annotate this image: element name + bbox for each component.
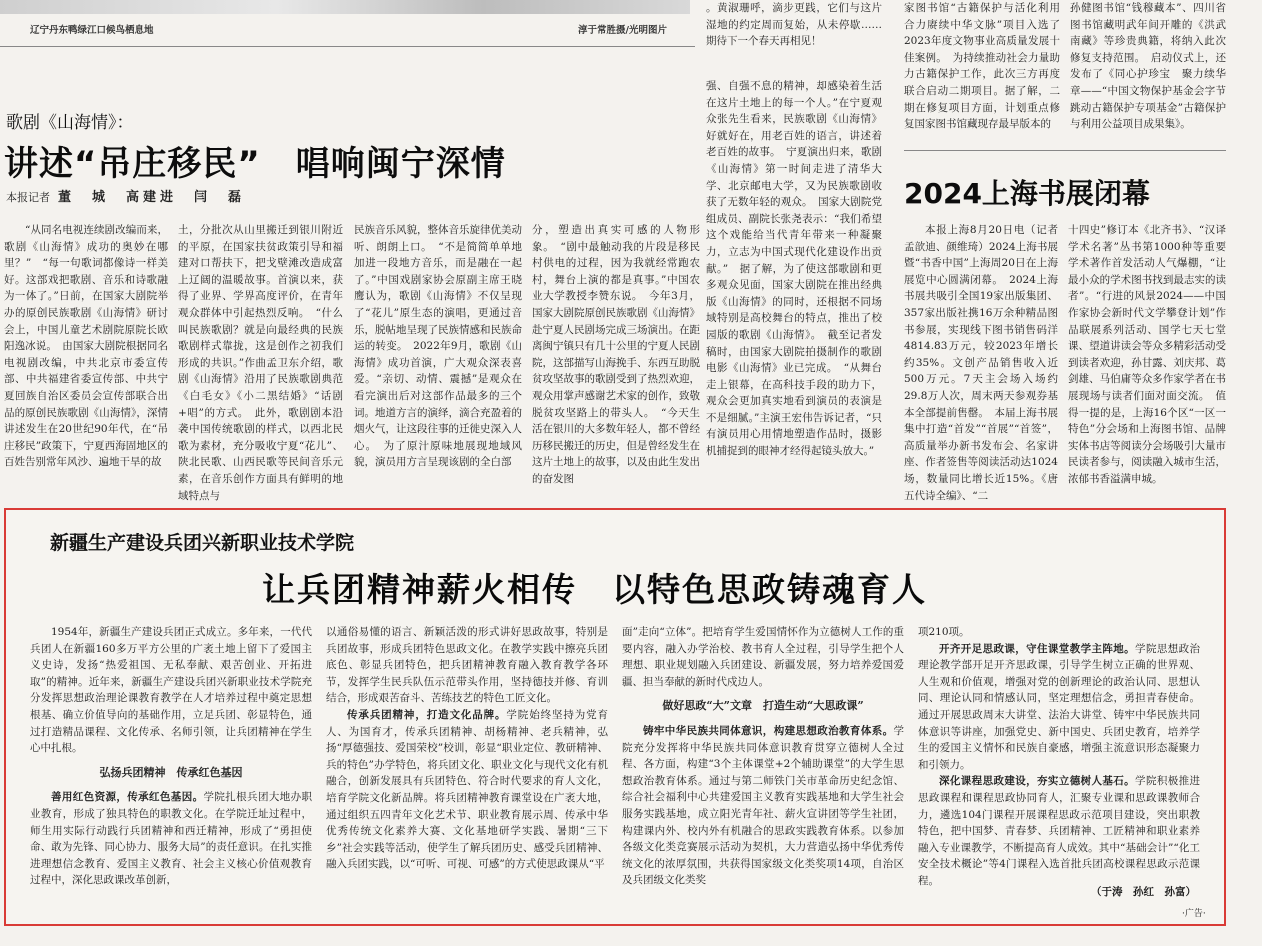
ad-col-3: 面”走向“立体”。把培育学生爱国情怀作为立德树人工作的重要内容，融入办学治校、教书育人全过程，引导学生把个人理想、职业规划融入兵团建设、新疆发展，努力培养爱国爱疆、担当奉献的新时代戍边人。 做好思政“大”文章 打造生动“大思政课” 铸牢中华民族共同体意识，构建思想政治教育体系。学院充分发挥将中华民族共同体意识教育贯穿立德树人全过程、各方面，构建“3个主体课堂+2个辅助课堂”的大学生思想政治教育体系。通过与第二师铁门关市革命历史纪念馆、综合社会福利中心共建爱国主义教育实践基地和大学生社会服务实践基地，成立阳光青年社、薪火宣讲团等学生社团，构建课内外、校内外有机融合的思政实践教育体系。以参加各级文化类竞赛展示活动为契机，大力营造弘扬中华优秀传统文化的浓厚氛围，共获得国家级文化类奖项14项，自治区及兵团级文化类奖 (622, 626, 904, 887)
bookfair-col-2: 十四史”修订本《北齐书》、“汉译学术名著”丛书第1000种等重要学术著作首发活动人气爆棚，“让最小众的学术图书找到最志实的读者”。“行进的风景2024——中国作家协会新时代文学攀登计划”作品联展系列活动、国学七天七堂课、望道讲读会等众多精彩活动受到读者欢迎，孙甘露、刘庆邦、葛剑雄、马伯庸等众多作家学者在书展现场与读者们面对面交流。 值得一提的是，上海16个区“一区一特色”分会场和上海图书馆、品牌实体书店等阅读分会场吸引大量市民读者参与，阅读融入城市生活，浓郁书香溢满申城。 (1068, 224, 1226, 485)
ad-label: ·广告· (1182, 909, 1206, 919)
ad-signature: （于涛 孙红 孙富） (1091, 886, 1196, 898)
photo-caption: 辽宁丹东鸭绿江口候鸟栖息地 (30, 25, 154, 36)
opera-headline: 讲述“吊庄移民” 唱响闽宁深情 (4, 144, 506, 184)
top-photo (0, 0, 690, 14)
divider (0, 46, 695, 47)
ad-col-4: 项210项。 开齐开足思政课，守住课堂教学主阵地。学院思想政治理论教学部开足开齐思政课，引导学生树立正确的世界观、人生观和价值观，增强对党的创新理论的政治认同、思想认同、理论认同和情感认同，坚定理想信念，勇担青春使命。通过开展思政周末大讲堂、法治大讲堂、铸牢中华民族共同体意识等讲座，加强党史、新中国史、兵团史教育，培养学生的爱国主义情怀和民族自豪感，增强主流意识形态凝聚力和引领力。 深化课程思政建设，夯实立德树人基石。学院积极推进思政课程和课程思政协同育人，汇聚专业课和思政课教师合力，遴选104门课程开展课程思政示范项目建设，突出职教特色，把中国梦、青春梦、兵团精神、工匠精神和职业素养融入专业课教学，不断提高育人成效。其中“基础会计”“化工安全技术概论”等4门课程入选首批兵团高校课程思政示范课程。 (918, 626, 1201, 887)
ad-subheading: 做好思政“大”文章 打造生动“大思政课” (662, 699, 864, 713)
opera-col-4: 分，塑造出真实可感的人物形象。 “剧中最触动我的片段是移民村供电的过程，因为我就经常跑农村，舞台上演的都是真事。”中国农业大学教授李赞东说。 今年3月，国家大剧院原创民族歌剧《山海情》赴宁夏人民剧场完成三场演出。在距离闽宁镇只有几十公里的宁夏人民剧院，这部描写山海挽手、东西互助脱贫攻坚故事的歌剧受到了热烈欢迎，观众用掌声感谢艺术家的创作，致敬脱贫攻坚路上的带头人。 “今天生活在银川的大多数年轻人，都不曾经历移民搬迁的历史，但是曾经发生在这片土地上的故事，以及由此生发出的奋发图 (532, 224, 700, 485)
ad-col-1: 1954年，新疆生产建设兵团正式成立。多年来，一代代兵团人在新疆160多万平方公里的广袤土地上留下了爱国主义史诗，发扬“热爱祖国、无私奉献、艰苦创业、开拓进取”的精神。近年来，新疆生产建设兵团兴新职业技术学院充分发挥思想政治理论课教育教学在人才培养过程中奠定思想根基、确立价值导向的基础作用，立足兵团、彰显特色，通过打造精品课程、文化传承、名师引领，让兵团精神在学生心中扎根。 弘扬兵团精神 传承红色基因 善用红色资源，传承红色基因。学院扎根兵团大地办职业教育，形成了独具特色的职教文化。在学院迁址过程中，师生用实际行动践行兵团精神和西迁精神，形成了“勇担使命、敢为先锋、同心协力、服务大局”的责任意识。在扎实推进理想信念教育、爱国主义教育、社会主义核心价值观教育过程中，深化思政课改革创新， (30, 626, 313, 887)
divider (904, 150, 1226, 151)
bookfair-col-1: 本报上海8月20日电（记者孟歆迪、颜维琦）2024上海书展暨“书香中国”上海周20日在上海展览中心圆满闭幕。 2024上海书展共吸引全国19家出版集团、357家出版社携16万余种精品图书参展，实现线下图书销售码洋4814.83万元，较2023年增长约35%。文创产品销售收入近500万元。7天主会场入场约29.8万人次，周末两天参观券基本全部提前售罄。 本届上海书展集中打造“首发”“首展”“首签”，高质量举办新书发布会、名家讲座、作者签售等阅读活动达1024场，数量同比增长近15%。《唐五代诗全编》、“二 (904, 224, 1058, 502)
opera-col-2: 土，分批次从山里搬迁到银川附近的平原，在国家扶贫政策引导和福建对口帮扶下，把戈壁滩改造成富上辽阔的温暖故事。首演以来，获得了业界、学界高度评价，在青年观众群体中引起热烈反响。 “什么叫民族歌剧？就是向最经典的民族歌剧样式靠拢，这是创作之初我们形成的共识。”作曲孟卫东介绍，歌剧《山海情》沿用了民族歌剧典范《白毛女》《小二黑结婚》“话剧+唱”的方式。 此外，歌剧剧本沿袭中国传统歌剧的样式，以西北民歌为素材，充分吸收宁夏“花儿”、陕北民歌、山西民歌等民间音乐元素，在音乐创作方面具有鲜明的地域特点与 (178, 224, 343, 502)
ad-subheading: 弘扬兵团精神 传承红色基因 (99, 765, 243, 779)
rare-books-col-b: 孙健图书馆“钱穆藏本”、四川省图书馆藏明武年间开雕的《洪武南藏》等珍贵典籍，将纳入此次修复支持范围。 启动仪式上，还发布了《同心护珍宝 聚力续华章——“中国文物保护基金会字节跳动古籍保护专项基金”古籍保护与利用公益项目成果集》。 (1070, 2, 1226, 131)
ad-col-2: 以通俗易懂的语言、新颖活泼的形式讲好思政故事，特别是兵团故事，形成兵团特色思政文化。在教学实践中擦亮兵团底色、彰显兵团特色，把兵团精神教育融入教育教学各环节，发挥学生民兵队伍示范带头作用，坚持德技并修、育训结合，形成艰苦奋斗、苦练技艺的特色工匠文化。 传承兵团精神，打造文化品牌。学院始终坚持为党育人、为国育才，传承兵团精神、胡杨精神、老兵精神，弘扬“厚德强技、爱国荣校”校训，彰显“职业定位、教研精神、兵的特色”办学特色，将兵团文化、职业文化与现代文化有机融合，创新发展具有兵团特色、符合时代要求的育人文化，培育学院文化新品牌。将兵团精神教育课堂设在广袤大地，通过组织五四青年文化艺术节、职业教育展示周、传承中华优秀传统文化素养大赛、文化基地研学实践、暑期“三下乡”社会实践等活动，使学生了解兵团历史、感受兵团精神、融入兵团实践，以“可听、可视、可感”的方式使思政课从“平 (326, 626, 609, 871)
fragment-column: 。黄淑珊呼，滴步更践，它们与这片湿地的约定周而复始，从未停歇……期待下一个春天再相见！ (706, 2, 882, 48)
opera-col-5: 强、自强不息的精神，却感染着生活在这片土地上的每一个人。”在宁夏观众张先生看来，民族歌剧《山海情》好就好在，用老百姓的语言，讲述着老百姓的故事。 宁夏演出归来，歌剧《山海情》第一时间走进了清华大学、北京邮电大学，又为民族歌剧收获了无数年轻的观众。 国家大剧院党组成员、副院长张尧表示：“我们希望这个戏能给当代青年带来一种凝聚力，立志为中国式现代化建设作出贡献。” 据了解，为了使这部歌剧和更多观众见面，国家大剧院在推出经典版《山海情》的同时，还根据不同场域特别是高校舞台的特点，推出了校园版的歌剧《山海情》。 截至记者发稿时，由国家大剧院拍摄制作的歌剧电影《山海情》业已完成。 “从舞台走上银幕，在高科技手段的助力下，观众会更加真实地看到演员的表演是不是细腻。”主演王宏伟告诉记者，“只有演员用心用情地塑造作品时，摄影机捕捉到的眼神才经得起镜头放大。” (706, 80, 882, 458)
ad-kicker: 新疆生产建设兵团兴新职业技术学院 (50, 532, 355, 554)
photo-credit: 淳于常胜摄/光明图片 (578, 25, 667, 36)
ad-headline: 让兵团精神薪火相传 以特色思政铸魂育人 (262, 570, 927, 609)
opera-col-1: “从同名电视连续剧改编而来，歌剧《山海情》成功的奥妙在哪里？” “每一句歌词都像诗一样美好。这部戏把歌剧、音乐和诗歌融为一体了。”日前，在国家大剧院举办的原创民族歌剧《山海情》研讨会上，中国儿童艺术剧院原院长欧阳逸冰说。 由国家大剧院根据同名电视剧改编，中共北京市委宣传部、中共福建省委宣传部、中共宁夏回族自治区委员会宣传部联合出品的原创民族歌剧《山海情》，深情讲述发生在20世纪90年代，在“吊庄移民”政策下，宁夏西海固地区的百姓告别常年风沙、遍地干旱的故 (4, 224, 168, 469)
opera-kicker: 歌剧《山海情》： (6, 113, 134, 133)
opera-col-3: 民族音乐风貌，整体音乐旋律优美动听、朗朗上口。 “不是简简单单地加进一段地方音乐，而是融在一起了。”中国戏剧家协会原副主席王晓鹰认为，歌剧《山海情》不仅呈现了“花儿”原生态的演唱，更通过音乐，脱帖地呈现了民族情感和民族命运的转变。 2022年9月，歌剧《山海情》成功首演，广大观众深表喜爱。“亲切、动情、震撼”是观众在看完演出后对这部作品最多的三个词。地道方言的演绎，滴合充盈着的烟火气，让这段往事的迁徙史深入人心。 为了原汁原味地展现地域风貌，演员用方言呈现该剧的全白部 (354, 224, 522, 469)
bookfair-headline: 2024上海书展闭幕 (904, 177, 1150, 210)
rare-books-col-a: 家图书馆“古籍保护与活化利用 合力赓续中华文脉”项目入选了2023年度文物事业高质量发展十佳案例。 为持续推动社会力量助力古籍保护工作，此次三方再度联合启动二期项目。据了解，二期在修复项目方面，计划重点修复国家图书馆藏现存最早版本的 (904, 2, 1071, 131)
opera-byline: 本报记者 董 城 高建进 闫 磊 (6, 190, 246, 205)
